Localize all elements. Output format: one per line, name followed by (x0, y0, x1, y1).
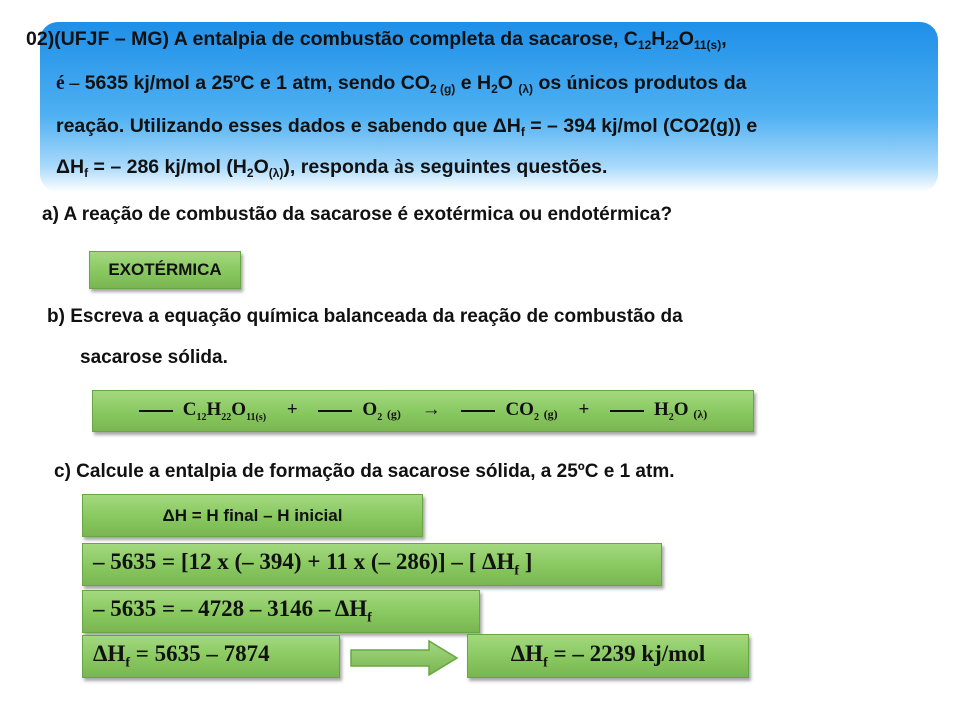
right-arrow-icon (349, 638, 461, 678)
question-line-1: 02)(UFJF – MG) A entalpia de combustão completa da sacarose, $C_{12}H_{22}O_{11(s)}$, (26, 28, 727, 52)
part-a-question: a) A reação de combustão da sacarose é exotérmica ou endotérmica? (42, 204, 673, 225)
balanced-equation-box (92, 390, 754, 432)
coefficient-blank-3 (461, 410, 495, 412)
reaction-arrow-icon: → (421, 399, 441, 421)
result-box: $\Delta H_f$ = – 2239 kj/mol (467, 634, 749, 678)
question-line-2: é – 5635 kj/mol a 25ºC e 1 atm, sendo $CO_{2 (g)}$ e $H_2O$ $_{(\lambda)}$ os únicos produtos da (56, 72, 747, 96)
step-2-box: – 5635 = [12 x (– 394) + 11 x (– 286)] – [ $\Delta H_f$ ] (82, 543, 662, 586)
coefficient-blank-4 (610, 410, 644, 412)
question-line-3: reação. Utilizando esses dados e sabendo que $\Delta H_f$ = – 394 kj/mol (CO2(g)) e (56, 115, 758, 139)
coefficient-blank-2 (318, 410, 352, 412)
step-1-box: ΔH = H final – H inicial (82, 494, 423, 537)
part-a-answer-box: EXOTÉRMICA (89, 251, 241, 289)
step-4-box: $\Delta H_f = 5635 - 7874$ (82, 635, 340, 678)
part-b-question-line-1: b) Escreva a equação química balanceada da reação de combustão da (47, 306, 683, 327)
part-c-question: c) Calcule a entalpia de formação da sacarose sólida, a 25ºC e 1 atm. (54, 461, 675, 482)
balanced-equation: $C_{12}H_{22}O_{11(s)} + O_2$ $(g) \to CO_2$ $(g) + H_2O$ (λ) (139, 399, 707, 423)
step-3-box: – 5635 = – $4728 - 3146 - \Delta H_f$ (82, 590, 480, 633)
coefficient-blank-1 (139, 410, 173, 412)
question-line-4: $\Delta H_f$ = – 286 kj/mol $(H_2O_{(\lambda)})$, responda às seguintes questões. (56, 156, 608, 180)
part-b-question-line-2: sacarose sólida. (80, 347, 228, 368)
